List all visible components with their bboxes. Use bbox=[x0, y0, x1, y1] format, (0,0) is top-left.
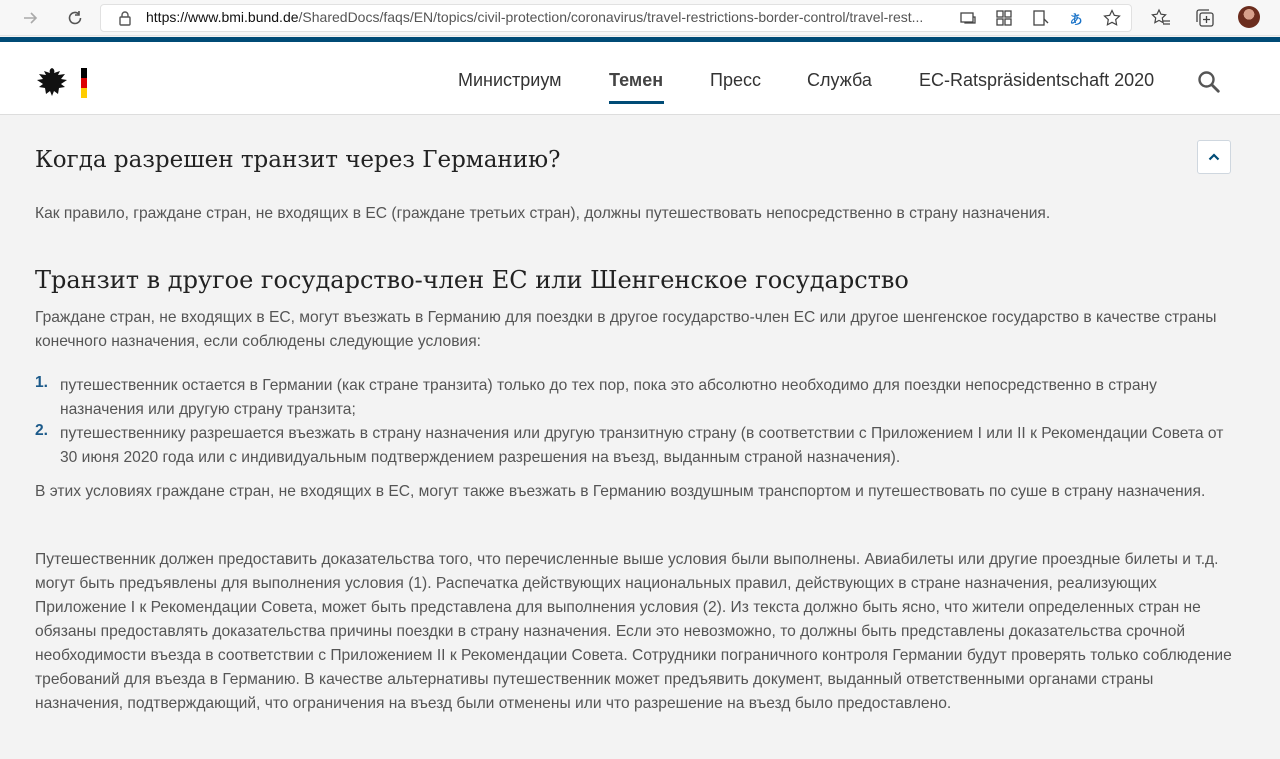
reader-view-icon[interactable] bbox=[959, 9, 977, 27]
section-heading: Транзит в другое государство-член ЕС или Шенгенское государство bbox=[35, 266, 909, 294]
url-path: /SharedDocs/faqs/EN/topics/civil-protection/coronavirus/travel-restrictions-border-control/travel-rest... bbox=[298, 9, 924, 25]
search-icon[interactable] bbox=[1197, 70, 1221, 94]
conditions-intro-paragraph: Граждане стран, не входящих в ЕС, могут въезжать в Германию для поездки в другое государство-член ЕС или другое шенгенское государство в качестве страны конечного назначения, если соблюдены следующие условия: bbox=[35, 309, 1217, 350]
menu-item-topics[interactable]: Темен bbox=[609, 70, 664, 90]
lock-icon[interactable] bbox=[118, 10, 132, 26]
menu-item-ministry[interactable]: Министриум bbox=[458, 70, 562, 90]
list-item: путешественник остается в Германии (как стране транзита) только до тех пор, пока это абсолютно необходимо для поездки непосредственно в страну назначения или другую страну транзита; bbox=[60, 377, 1157, 418]
menu-item-press[interactable]: Пресс bbox=[710, 70, 761, 90]
menu-item-service[interactable]: Служба bbox=[807, 70, 872, 90]
collections-icon[interactable] bbox=[1194, 7, 1216, 29]
site-header bbox=[0, 42, 1280, 115]
list-item-number: 2. bbox=[35, 422, 49, 439]
faq-question-title[interactable]: Когда разрешен транзит через Германию? bbox=[35, 147, 561, 173]
faq-content bbox=[0, 116, 1280, 759]
air-travel-paragraph: В этих условиях граждане стран, не входящих в ЕС, могут также въезжать в Германию воздушным транспортом и путешествовать по суше в страну назначения. bbox=[35, 483, 1206, 500]
favorites-icon[interactable] bbox=[1150, 7, 1172, 29]
forward-icon[interactable] bbox=[18, 5, 44, 31]
refresh-icon[interactable] bbox=[62, 5, 88, 31]
collapse-button[interactable] bbox=[1197, 140, 1231, 174]
active-menu-indicator bbox=[609, 101, 664, 104]
url-text[interactable] bbox=[146, 9, 946, 25]
read-aloud-icon[interactable] bbox=[1032, 9, 1050, 27]
translate-icon[interactable]: あ bbox=[1069, 11, 1083, 27]
list-item: путешественнику разрешается въезжать в страну назначения или другую транзитную страну (в соответствии с Приложением I или II к Рекомендации Совета от 30 июня 2020 года или с индивидуальным подтверждением разрешения на въезд, выданным страной назначения). bbox=[60, 425, 1224, 466]
federal-eagle-logo[interactable] bbox=[34, 64, 94, 104]
url-host: https://www.bmi.bund.de bbox=[146, 9, 299, 25]
apps-icon[interactable] bbox=[995, 9, 1013, 27]
menu-item-eu-presidency[interactable]: EC-Ratspräsidentschaft 2020 bbox=[919, 70, 1155, 90]
chevron-up-icon bbox=[1208, 148, 1220, 166]
browser-toolbar bbox=[0, 0, 1280, 36]
favorite-add-icon[interactable] bbox=[1103, 9, 1121, 27]
faq-intro-paragraph: Как правило, граждане стран, не входящих в ЕС (граждане третьих стран), должны путешествовать непосредственно в страну назначения. bbox=[35, 205, 1051, 222]
profile-avatar[interactable] bbox=[1238, 6, 1260, 28]
list-item-number: 1. bbox=[35, 374, 49, 391]
evidence-paragraph: Путешественник должен предоставить доказательства того, что перечисленные выше условия были выполнены. Авиабилеты или другие проездные билеты и т.д. могут быть предъявлены для выполнения условия (1). Распечатка действующих национальных правил, действующих в стране назначения, реализующих Приложение I к Рекомендации Совета, может быть представлена для выполнения условия (2). Из текста должно быть ясно, что жители определенных стран не обязаны предоставлять доказательства причины поездки в страну назначения. Если это невозможно, то должны быть представлены доказательства срочной необходимости въезда в соответствии с Приложением II к Рекомендации Совета. Сотрудники пограничного контроля Германии будут проверять только соблюдение требований для въезда в Германию. В качестве альтернативы путешественник может предъявить документ, выданный ответственными органами страны назначения, подтверждающий, что ограничения на въезд были отменены или что разрешение на въезд было предоставлено. bbox=[35, 551, 1232, 712]
